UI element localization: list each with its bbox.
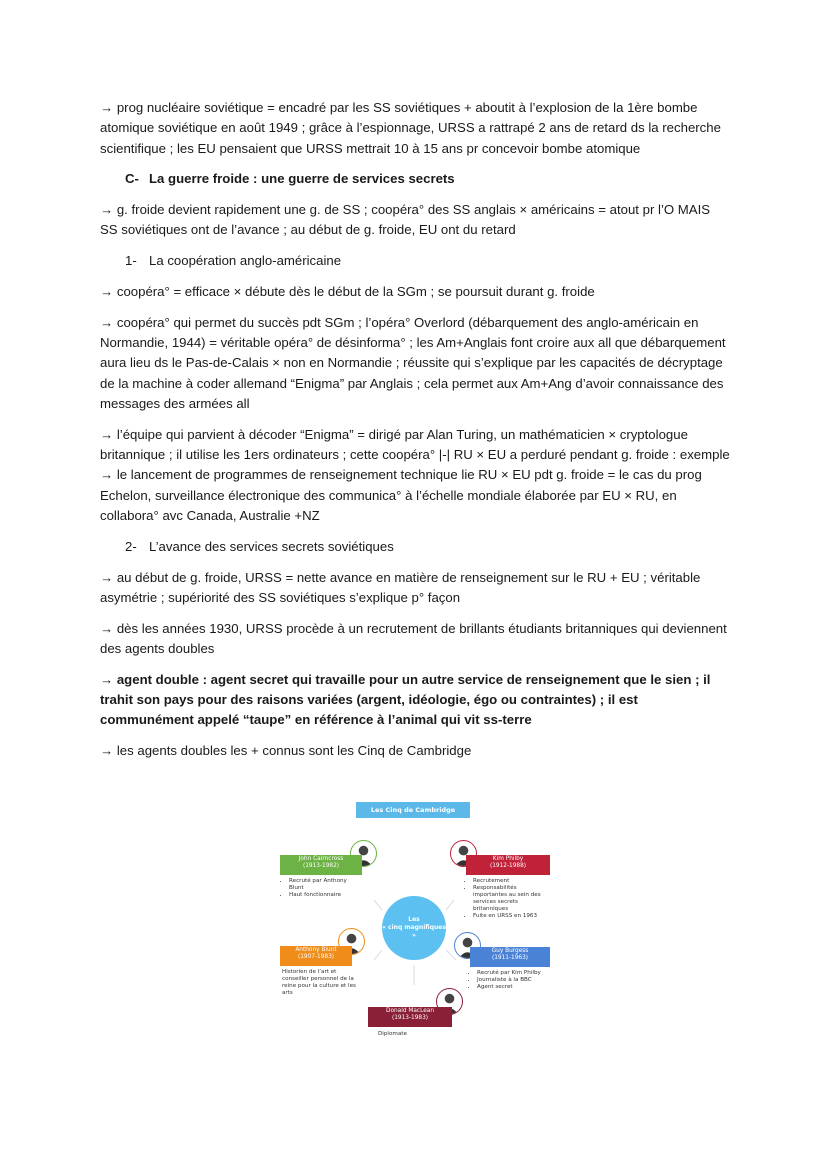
- note-item: • Fuite en URSS en 1963: [473, 913, 550, 920]
- diagram-title: Les Cinq de Cambridge: [356, 802, 470, 818]
- subheading-number: 2-: [125, 538, 137, 554]
- center-label-line1: Les: [408, 916, 420, 923]
- note-item: • Responsabilités importantes au sein des services secrets britanniques: [473, 885, 550, 913]
- blunt-years: (1907-1983): [297, 954, 335, 960]
- cairncross-label: [280, 855, 362, 875]
- cambridge-five-diagram: [278, 800, 550, 1045]
- burgess-name: Guy Burgess: [491, 948, 529, 954]
- section-heading-c: [125, 169, 730, 189]
- burgess-label: [470, 947, 550, 967]
- blunt-name: Anthony Blunt: [295, 947, 337, 953]
- center-circle: [382, 896, 446, 960]
- paragraph-cooperation: → coopéra° = efficace × débute dès le début de la SGm ; se poursuit durant g. froide: [100, 284, 595, 300]
- maclean-label: [368, 1007, 452, 1027]
- subheading-title: La coopération anglo-américaine: [149, 253, 342, 269]
- maclean-notes: Diplomate: [378, 1031, 407, 1037]
- burgess-years: (1911-1963): [491, 955, 529, 961]
- paragraph-cold-war-ss: → g. froide devient rapidement une g. de SS ; coopéra° des SS anglais × américains = atout pr l’O MAIS SS soviétiques ont de l’avance ; au début de g. froide, EU ont du retard: [100, 202, 711, 238]
- burgess-notes: [470, 970, 550, 991]
- blunt-label: [280, 946, 352, 966]
- philby-name: Kim Philby: [492, 856, 524, 862]
- section-title: La guerre froide : une guerre de services secrets: [149, 171, 455, 187]
- note-item: • Haut fonctionnaire: [289, 892, 362, 899]
- paragraph-cambridge-five: → les agents doubles les + connus sont les Cinq de Cambridge: [100, 743, 472, 759]
- subheading-number: 1-: [125, 253, 137, 269]
- paragraph-recruitment: → dès les années 1930, URSS procède à un recrutement de brillants étudiants britanniques qui deviennent des agents doubles: [100, 620, 727, 657]
- note-item: • Agent secret: [477, 984, 550, 991]
- note-item: • Recruté par Kim Philby: [477, 970, 550, 977]
- blunt-notes: Historien de l’art et conseiller personnel de la reine pour la culture et les arts: [282, 969, 356, 996]
- note-item: • Recrutement: [473, 878, 550, 885]
- maclean-name: Donald MacLean: [385, 1008, 435, 1014]
- cairncross-name: John Cairncross: [298, 856, 344, 862]
- center-label-line2: « cinq magnifiques »: [382, 924, 446, 939]
- paragraph-urss-advance: → au début de g. froide, URSS = nette avance en matière de renseignement sur le RU + EU ; véritable asymétrie ; supériorité des SS soviétiques s’explique p° façon: [100, 569, 701, 605]
- subheading-2: [125, 537, 730, 557]
- document-body: [100, 98, 730, 772]
- maclean-years: (1913-1983): [391, 1015, 429, 1021]
- paragraph-enigma: → l’équipe qui parvient à décoder “Enigma” = dirigé par Alan Turing, un mathématicien × cryptologue britannique ; il utilise les 1ers ordinateurs ; cette coopéra° |-| RU × EU a perduré pendant g. froide : exemple → le lancement de programmes de renseignement technique lie RU × EU pdt g. froide = le cas du prog Echelon, surveillance électronique des communica° à l’échelle mondiale élaborée par EU × RU, en collabora° avc Canada, Australie +NZ: [100, 426, 730, 524]
- paragraph-nuclear: → prog nucléaire soviétique = encadré par les SS soviétiques + aboutit à l’explosion de la 1ère bombe atomique soviétique en août 1949 ; grâce à l’espionnage, URSS a rattrapé 2 ans de retard ds la recherche scientifique ; les EU pensaient que URSS mettrait 10 à 15 ans pr concevoir bombe atomique: [100, 100, 721, 156]
- note-item: • Recruté par Anthony Blunt: [289, 878, 362, 892]
- section-number: C-: [125, 171, 139, 187]
- paragraph-double-agent-definition: → agent double : agent secret qui travaille pour un autre service de renseignement que le sien ; il trahit son pays pour des raisons variées (argent, idéologie, égo ou contraintes) ; il est communément appelé “taupe” en référence à l’animal qui vit ss-terre: [100, 671, 711, 728]
- subheading-1: [125, 251, 730, 271]
- cairncross-notes: [282, 878, 362, 899]
- philby-years: (1912-1988): [489, 863, 527, 869]
- cairncross-years: (1913-1982): [302, 863, 340, 869]
- paragraph-overlord: → coopéra° qui permet du succès pdt SGm ; l’opéra° Overlord (débarquement des anglo-américain en Normandie, 1944) = véritable opéra° de désinforma° ; les Am+Anglais font croire aux all que débarquement aura lieu ds le Pas-de-Calais × non en Normandie ; réussite qui s’explique par les capacités de décryptage de la machine à coder allemand “Enigma” par Anglais ; cela permet aux Am+Ang d’avoir connaissance des messages des armées all: [100, 314, 726, 412]
- philby-notes: [466, 878, 550, 920]
- philby-label: [466, 855, 550, 875]
- subheading-title: L’avance des services secrets soviétiques: [149, 538, 394, 554]
- note-item: • Journaliste à la BBC: [477, 977, 550, 984]
